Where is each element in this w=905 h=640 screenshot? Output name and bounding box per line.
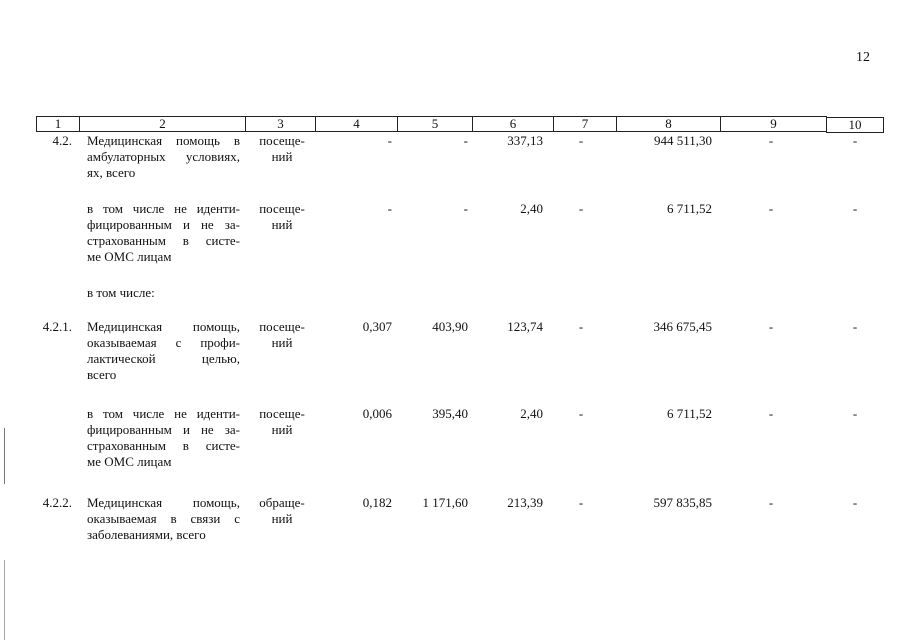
cell-col-7: - [578, 133, 584, 148]
cell-col-6: 2,40 [520, 201, 543, 216]
cell-col-7: - [578, 319, 584, 334]
cell-col-8: 6 711,52 [666, 201, 712, 216]
row-unit: обраще- ний [259, 495, 305, 526]
row-unit: посеще- ний [259, 201, 305, 232]
row-unit: посеще- ний [259, 406, 305, 437]
cell-col-7: - [578, 495, 584, 510]
cell-col-8: 944 511,30 [653, 133, 712, 148]
cell-col-4: - [387, 201, 392, 216]
row-description: в том числе: [87, 285, 155, 300]
row-description: в том числе не иденти- фицированным и не за- страхованным в систе- ме ОМС лицам [87, 406, 240, 469]
row-number: 4.2.2. [42, 495, 72, 510]
row-number: 4.2.1. [42, 319, 72, 334]
cell-col-8: 597 835,85 [653, 495, 712, 510]
cell-col-7: - [578, 201, 584, 216]
cell-col-5: - [463, 133, 468, 148]
row-description: Медицинская помощь, оказываемая с профи- лактической целью, всего [87, 319, 240, 382]
header-col-1: 1 [36, 116, 80, 132]
cell-col-7: - [578, 406, 584, 421]
cell-col-10: - [852, 133, 858, 148]
cell-col-6: 213,39 [507, 495, 543, 510]
row-description: в том числе не иденти- фицированным и не за- страхованным в систе- ме ОМС лицам [87, 201, 240, 264]
cell-col-8: 6 711,52 [666, 406, 712, 421]
cell-col-4: 0,006 [362, 406, 392, 421]
cell-col-4: - [387, 133, 392, 148]
cell-col-5: 395,40 [432, 406, 468, 421]
cell-col-5: 1 171,60 [422, 495, 468, 510]
cell-col-4: 0,307 [362, 319, 392, 334]
cell-col-8: 346 675,45 [653, 319, 712, 334]
cell-col-9: - [768, 319, 774, 334]
cell-col-5: - [463, 201, 468, 216]
scan-edge-mark [4, 428, 5, 484]
cell-col-5: 403,90 [432, 319, 468, 334]
cell-col-10: - [852, 406, 858, 421]
cell-col-6: 123,74 [507, 319, 543, 334]
row-unit: посеще- ний [259, 319, 305, 350]
header-col-4: 4 [315, 116, 398, 132]
cell-col-6: 2,40 [520, 406, 543, 421]
cell-col-9: - [768, 133, 774, 148]
scan-edge-mark [4, 560, 5, 640]
page-number: 12 [856, 50, 870, 65]
cell-col-6: 337,13 [507, 133, 543, 148]
row-description: Медицинская помощь, оказываемая в связи с заболеваниями, всего [87, 495, 240, 542]
header-col-7: 7 [553, 116, 617, 132]
header-col-3: 3 [245, 116, 316, 132]
cell-col-9: - [768, 201, 774, 216]
header-col-9: 9 [720, 116, 827, 132]
row-description: Медицинская помощь в амбулаторных условиях, ях, всего [87, 133, 240, 180]
row-number: 4.2. [52, 133, 72, 148]
header-col-2: 2 [79, 116, 246, 132]
cell-col-10: - [852, 201, 858, 216]
row-unit: посеще- ний [259, 133, 305, 164]
cell-col-10: - [852, 319, 858, 334]
cell-col-4: 0,182 [362, 495, 392, 510]
header-col-8: 8 [616, 116, 721, 132]
header-col-5: 5 [397, 116, 473, 132]
header-col-6: 6 [472, 116, 554, 132]
header-col-10: 10 [826, 117, 884, 133]
cell-col-10: - [852, 495, 858, 510]
cell-col-9: - [768, 406, 774, 421]
cell-col-9: - [768, 495, 774, 510]
